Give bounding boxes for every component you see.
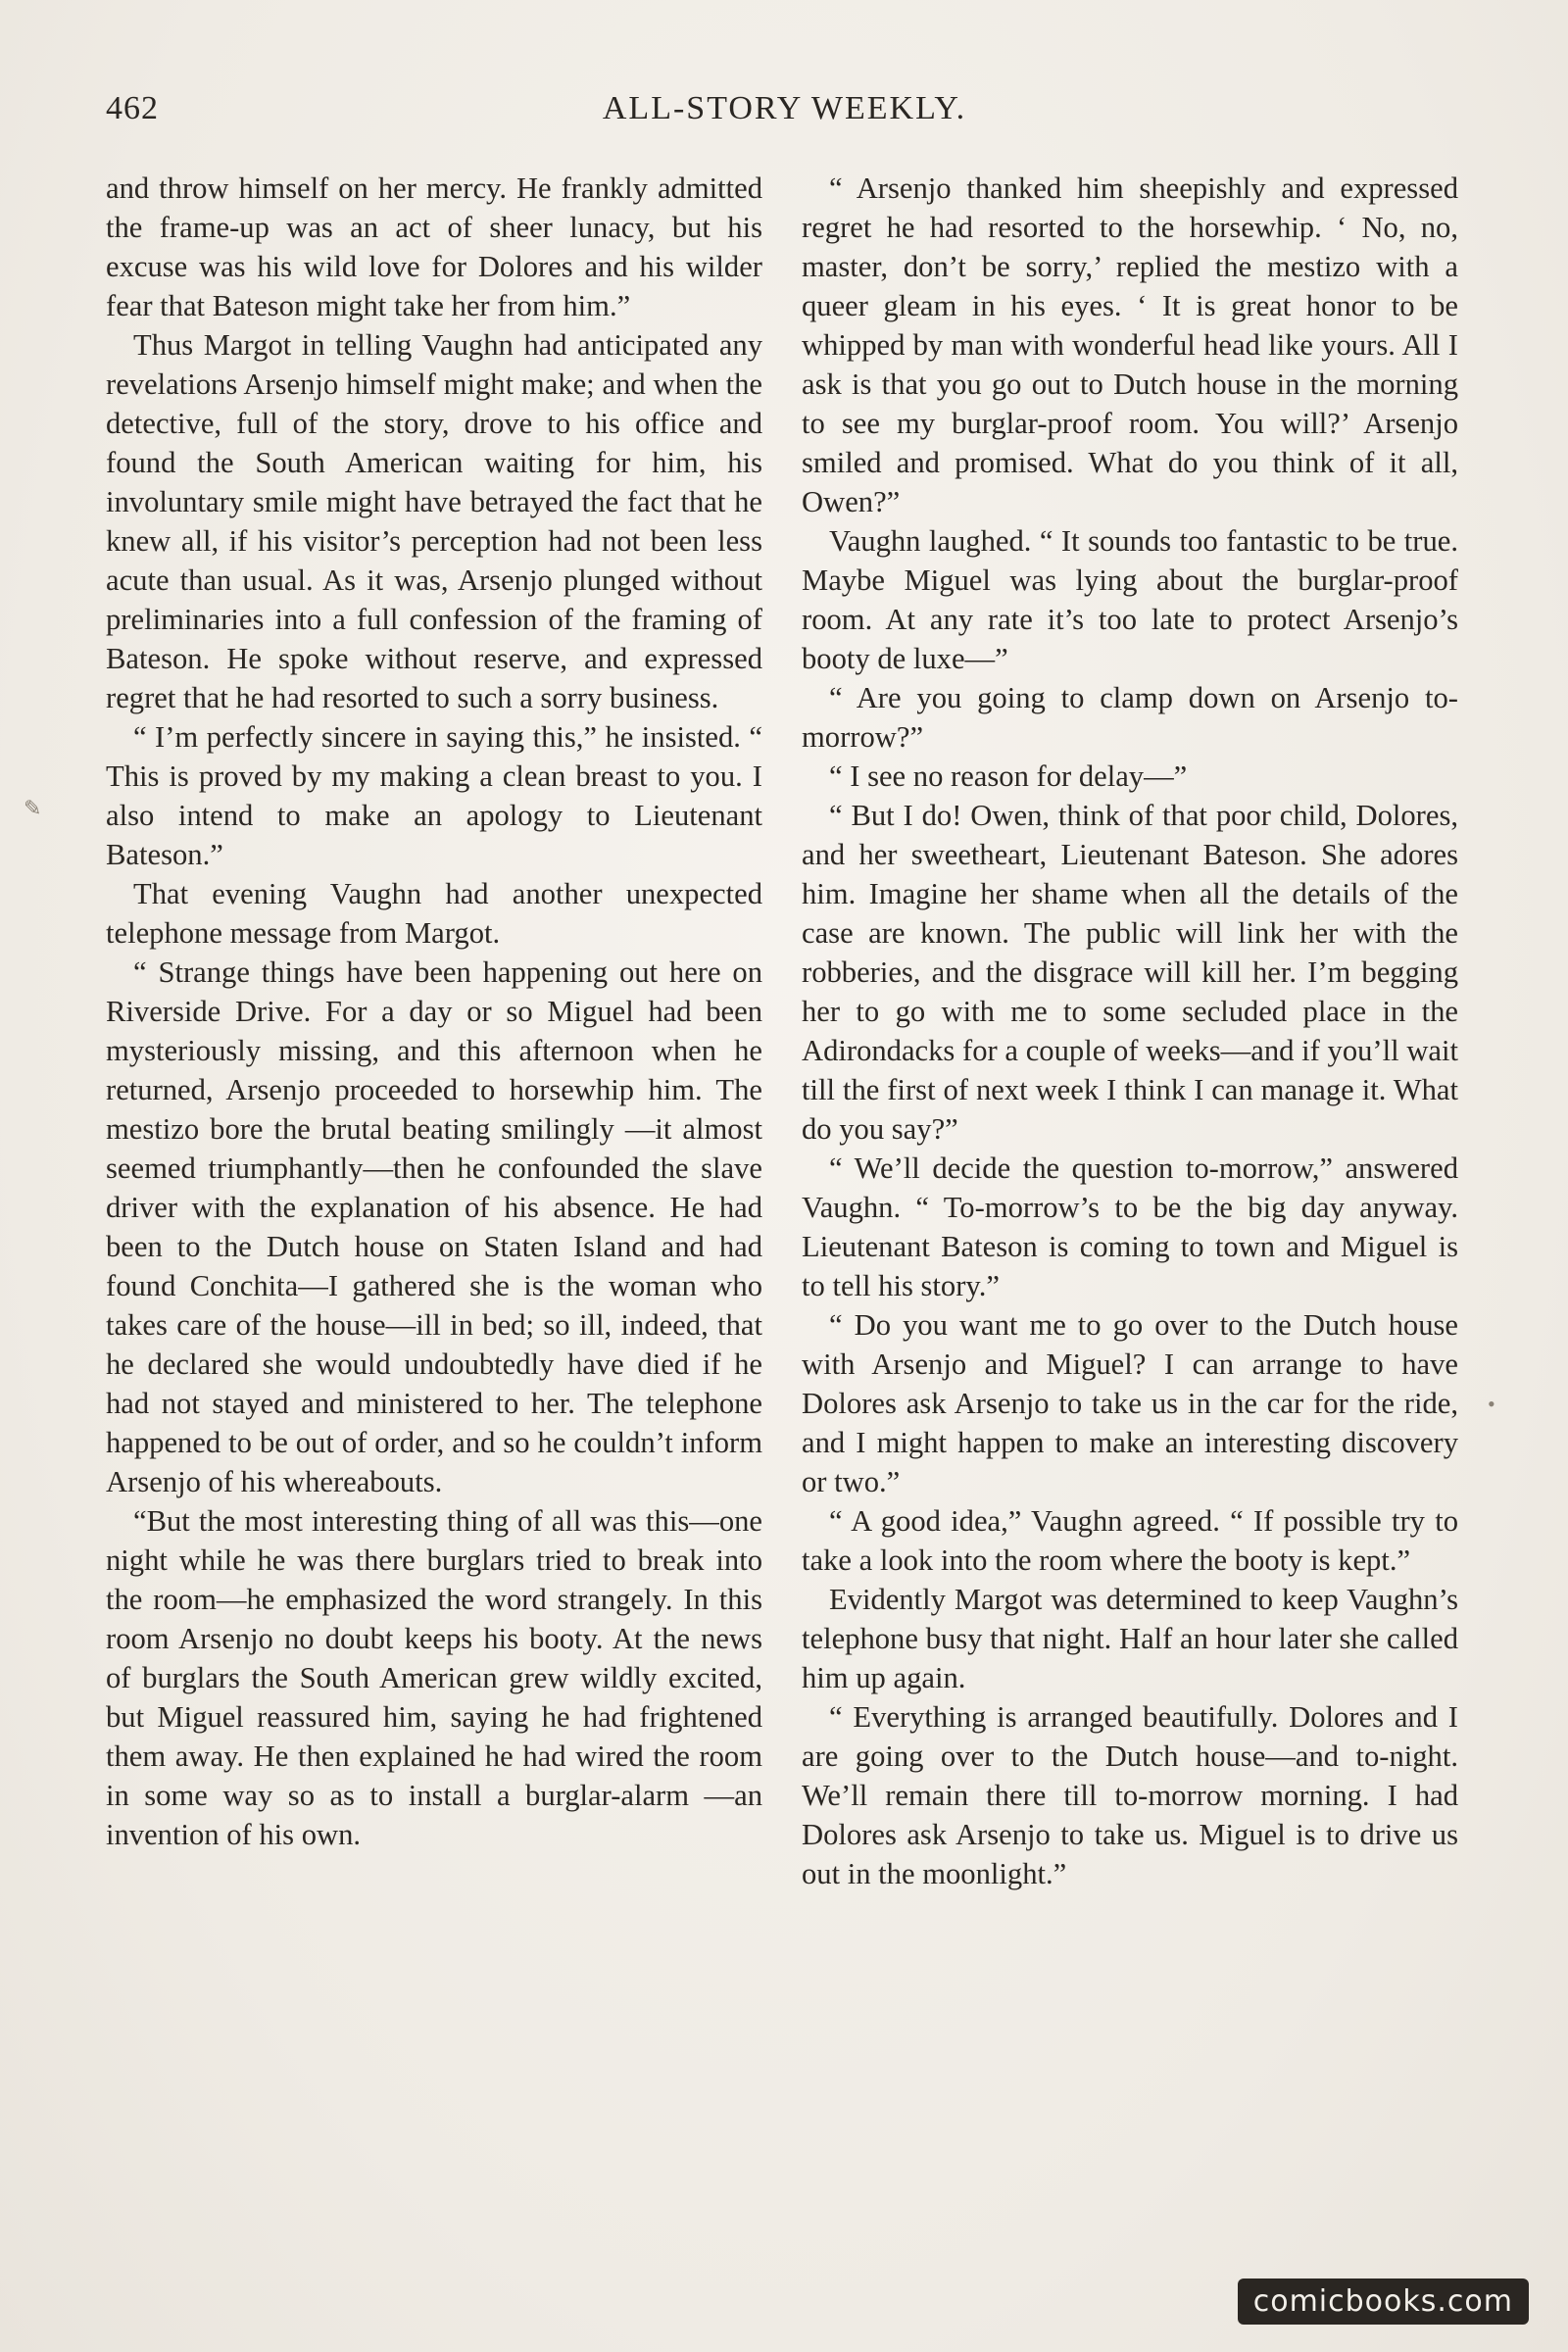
paragraph: Vaughn laughed. “ It sounds too fantastic to be true. Maybe Miguel was lying about the burglar-proof room. At any rate it’s too late to protect Arsenjo’s booty de luxe—” — [802, 524, 1458, 675]
paragraph: “ Arsenjo thanked him sheepishly and expressed regret he had resorted to the horsewhip. ‘ No, no, master, don’t be sorry,’ replied the mestizo with a queer gleam in his eyes. ‘ It is great honor to be whipped by man with wonderful head like yours. All I ask is that you go out to Dutch house in the morning to see my burglar-proof room. You will?’ Arsenjo smiled and promised. What do you think of it all, Owen?” — [802, 172, 1458, 518]
paragraph: “ We’ll decide the question to-morrow,” answered Vaughn. “ To-morrow’s to be the big day anyway. Lieutenant Bateson is coming to town and Miguel is to tell his story.” — [802, 1152, 1458, 1302]
paragraph: “But the most interesting thing of all was this—one night while he was there burglars tried to break into the room—he emphasized the word strangely. In this room Arsenjo no doubt keeps his booty. At the news of burglars the South American grew wildly excited, but Miguel reassured him, saying he had frightened them away. He then explained he had wired the room in some way so as to install a burglar-alarm —an invention of his own. — [106, 1504, 762, 1851]
paragraph: “ But I do! Owen, think of that poor child, Dolores, and her sweetheart, Lieutenant Bateson. She adores him. Imagine her shame when all the details of the case are known. The public will link her with the robberies, and the disgrace will kill her. I’m begging her to go with me to some secluded place in the Adirondacks for a couple of weeks—and if you’ll wait till the first of next week I think I can manage it. What do you say?” — [802, 799, 1458, 1146]
paragraph: “ Strange things have been happening out here on Riverside Drive. For a day or so Miguel had been mysteriously missing, and this afternoon when he returned, Arsenjo proceeded to horsewhip him. The mestizo bore the brutal beating smilingly —it almost seemed triumphantly—then he confounded the slave driver with the explanation of his absence. He had been to the Dutch house on Staten Island and had found Conchita—I gathered she is the woman who takes care of the house—ill in bed; so ill, indeed, that he declared she would undoubtedly have died if he had not stayed and ministered to her. The telephone happened to be out of order, and so he couldn’t inform Arsenjo of his whereabouts. — [106, 956, 762, 1498]
paragraph: “ I’m perfectly sincere in saying this,” he insisted. “ This is proved by my making a clean breast to you. I also intend to make an apology to Lieutenant Bateson.” — [106, 720, 762, 871]
paragraph: That evening Vaughn had another unexpected telephone message from Margot. — [106, 877, 762, 950]
paragraph: “ Everything is arranged beautifully. Dolores and I are going over to the Dutch house—and to-night. We’ll remain there till to-morrow morning. I had Dolores ask Arsenjo to take us. Miguel is to drive us out in the moonlight.” — [802, 1700, 1458, 1890]
right-column — [802, 169, 1458, 1893]
paragraph: “ I see no reason for delay—” — [829, 760, 1188, 793]
paragraph: Evidently Margot was determined to keep Vaughn’s telephone busy that night. Half an hour later she called him up again. — [802, 1583, 1458, 1694]
page-header — [106, 90, 1463, 149]
page-number: 462 — [106, 90, 159, 126]
ink-speck: ✎ — [24, 796, 42, 820]
paragraph: and throw himself on her mercy. He frankly admitted the frame-up was an act of sheer lunacy, but his excuse was his wild love for Dolores and his wilder fear that Bateson might take her from him.” — [106, 172, 762, 322]
paragraph: Thus Margot in telling Vaughn had anticipated any revelations Arsenjo himself might make; and when the detective, full of the story, drove to his office and found the South American waiting for him, his involuntary smile might have betrayed the fact that he knew all, if his visitor’s perception had not been less acute than usual. As it was, Arsenjo plunged without preliminaries into a full confession of the framing of Bateson. He spoke without reserve, and expressed regret that he had resorted to such a sorry business. — [106, 328, 762, 714]
paragraph: “ Are you going to clamp down on Arsenjo to-morrow?” — [802, 681, 1458, 754]
ink-speck: • — [1488, 1392, 1495, 1416]
paragraph: “ Do you want me to go over to the Dutch house with Arsenjo and Miguel? I can arrange to have Dolores ask Arsenjo to take us in the car for the ride, and I might happen to make an interesting discovery or two.” — [802, 1308, 1458, 1498]
watermark-logo: comicbooks.com — [1238, 2278, 1529, 2325]
paragraph: “ A good idea,” Vaughn agreed. “ If possible try to take a look into the room where the booty is kept.” — [802, 1504, 1458, 1577]
left-column — [106, 169, 762, 1854]
running-title: ALL-STORY WEEKLY. — [602, 90, 967, 126]
